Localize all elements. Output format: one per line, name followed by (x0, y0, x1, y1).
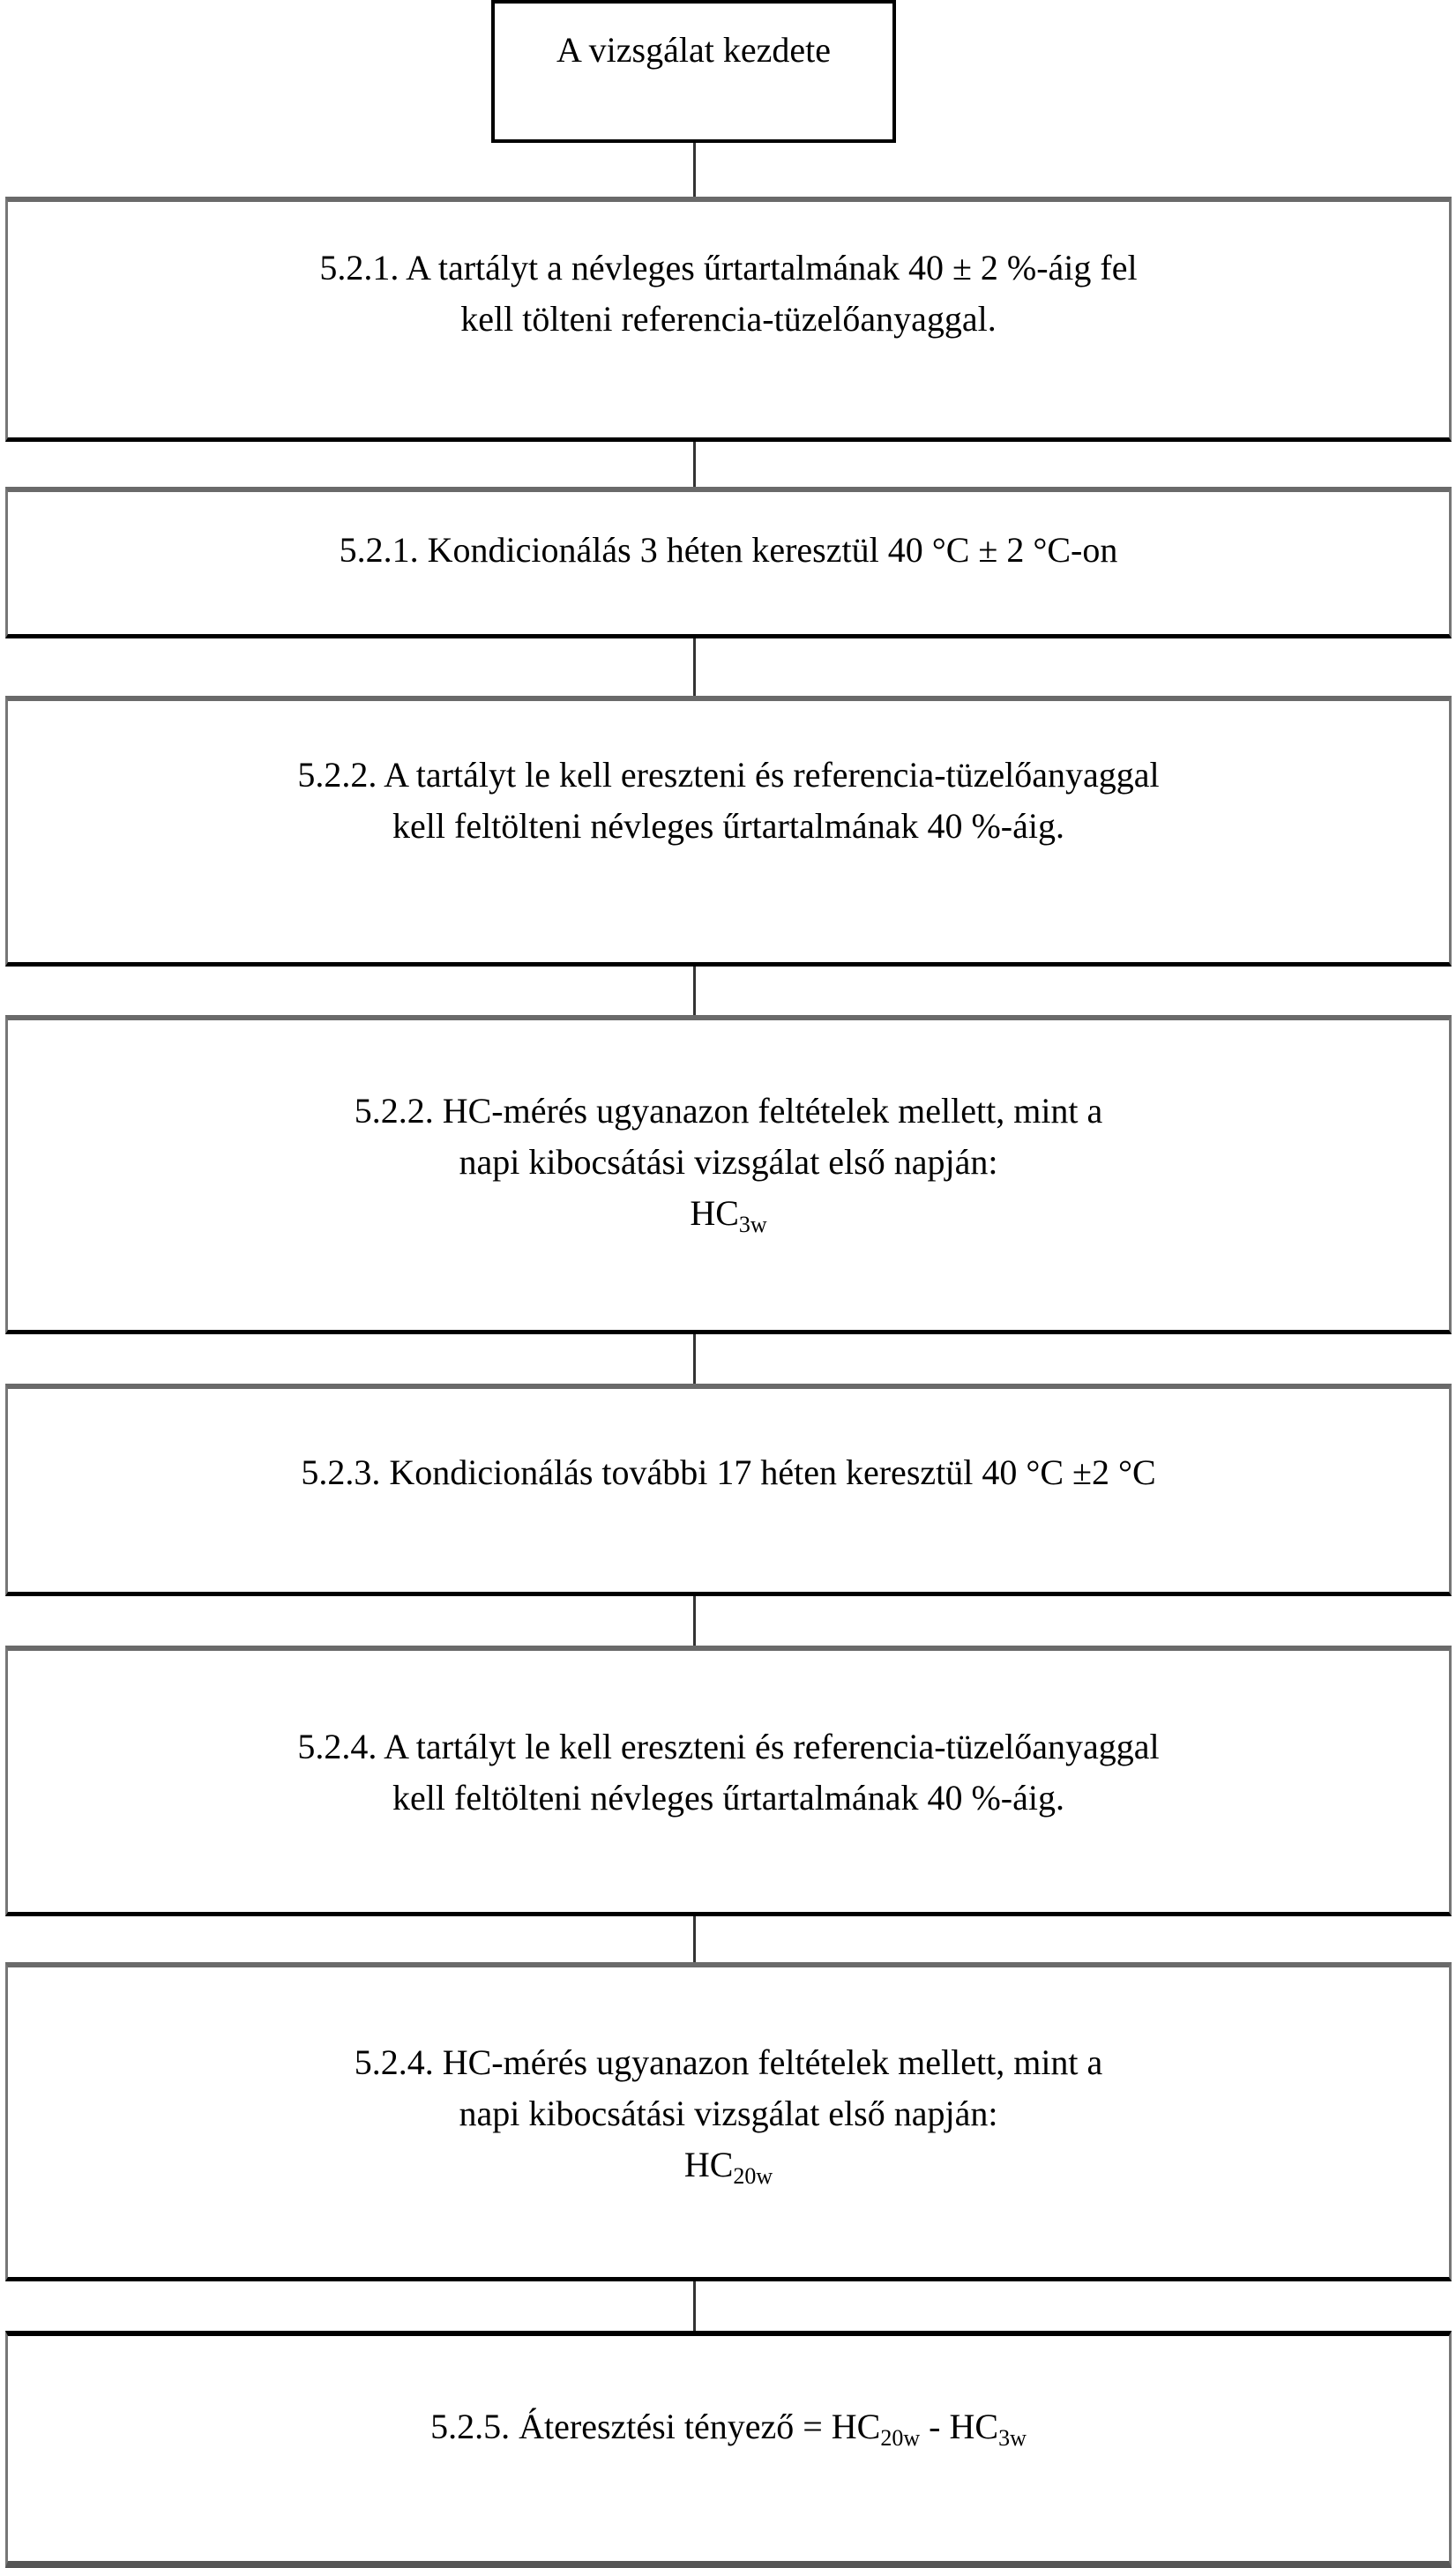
step-text: 5.2.2. HC-mérés ugyanazon feltételek mellett, mint a (354, 1090, 1103, 1131)
step-text: 5.2.4. HC-mérés ugyanazon feltételek mellett, mint a (354, 2042, 1103, 2082)
connector (693, 442, 696, 487)
step-box-5-2-2-hc-measure (5, 1015, 1452, 1334)
connector (693, 1334, 696, 1384)
step-text: 5.2.4. A tartályt le kell ereszteni és referencia-tüzelőanyaggal (297, 1727, 1160, 1766)
connector (693, 1916, 696, 1962)
start-box (491, 0, 896, 143)
connector (693, 967, 696, 1015)
formula-hc-3w: $HC_{3w}$ (690, 1192, 767, 1237)
start-label: A vizsgálat kezdete (556, 30, 831, 70)
step-box-5-2-5-permeability (5, 2331, 1452, 2568)
step-box-5-2-4-hc-measure (5, 1962, 1452, 2281)
permeability-formula: 5.2.5. Áteresztési tényező = $HC_{20w} - HC_{3w}$ (430, 2406, 1027, 2451)
step-box-5-2-1-conditioning (5, 487, 1452, 638)
step-text: kell tölteni referencia-tüzelőanyaggal. (460, 298, 997, 339)
connector (693, 638, 696, 696)
connector (693, 1596, 696, 1646)
step-box-5-2-1-fill (5, 197, 1452, 442)
step-text: 5.2.1. Kondicionálás 3 héten keresztül 40 °C ± 2 °C-on (339, 529, 1118, 570)
step-text: napi kibocsátási vizsgálat első napján: (459, 2093, 998, 2133)
connector (693, 2281, 696, 2331)
step-text: 5.2.2. A tartályt le kell ereszteni és referencia-tüzelőanyaggal (297, 755, 1160, 795)
step-box-5-2-4-refill (5, 1646, 1452, 1916)
connector (693, 143, 696, 197)
formula-hc-20w: $HC_{20w}$ (683, 2144, 773, 2189)
step-text: 5.2.1. A tartályt a névleges űrtartalmának 40 ± 2 %-áig fel (319, 247, 1138, 287)
step-text: kell feltölteni névleges űrtartalmának 40 %-áig. (392, 1778, 1064, 1818)
step-text: kell feltölteni névleges űrtartalmának 40 %-áig. (392, 806, 1064, 846)
step-box-5-2-2-refill (5, 696, 1452, 967)
step-text: napi kibocsátási vizsgálat első napján: (459, 1141, 998, 1182)
step-box-5-2-3-conditioning (5, 1384, 1452, 1596)
step-text: 5.2.3. Kondicionálás további 17 héten keresztül 40 °C ±2 °C (301, 1452, 1156, 1492)
